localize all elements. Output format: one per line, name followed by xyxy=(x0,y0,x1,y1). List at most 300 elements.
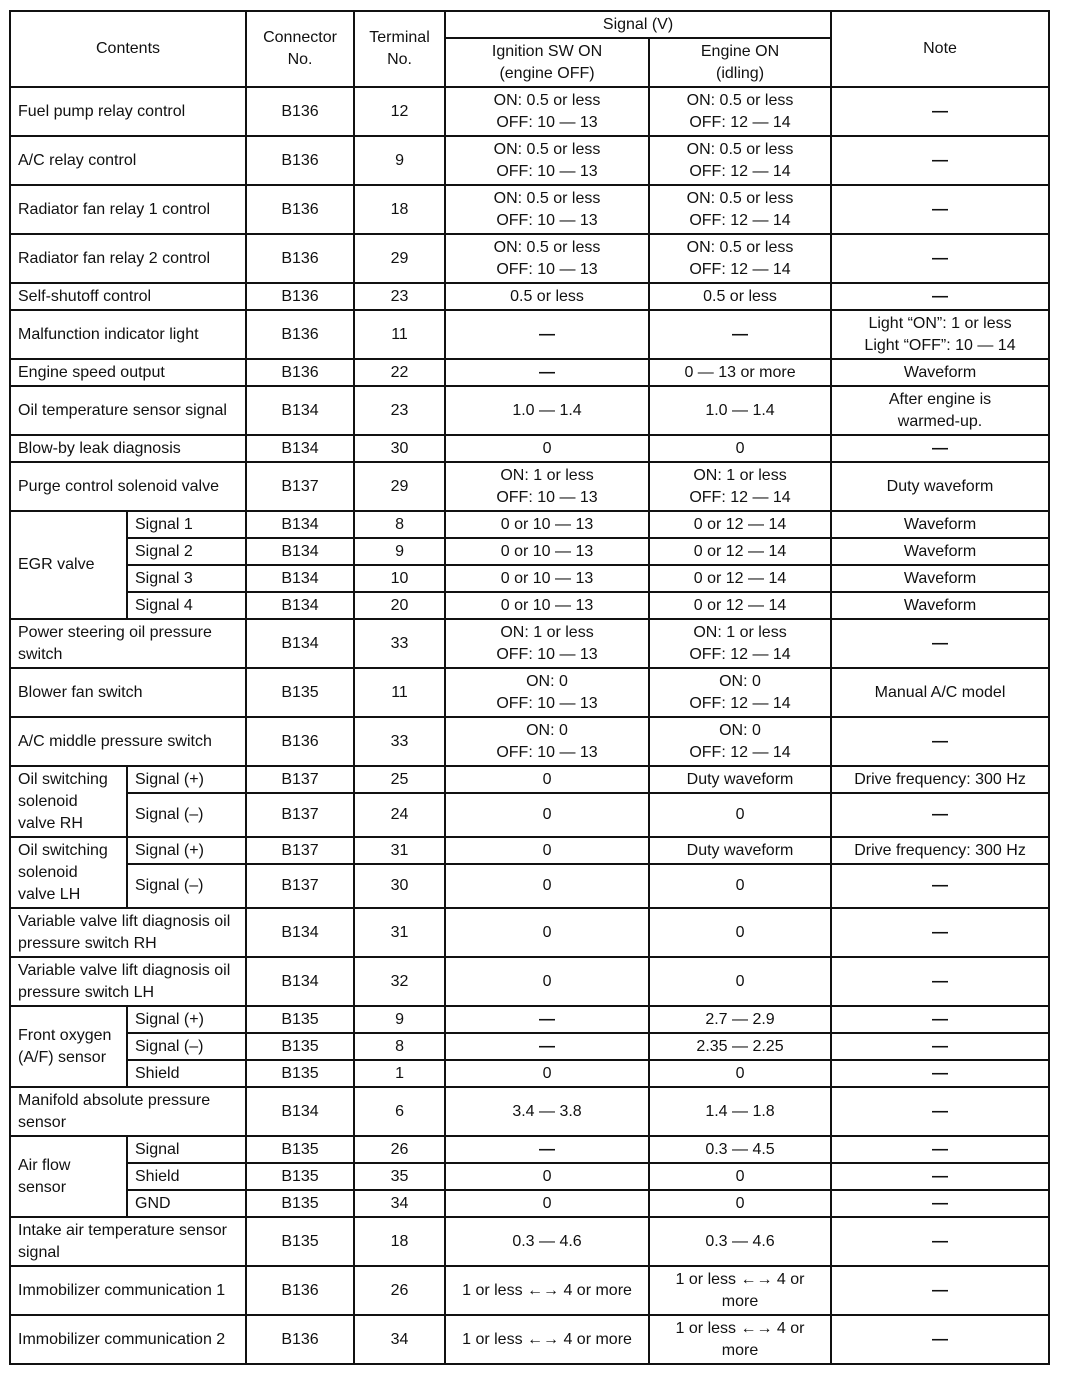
note-line: — xyxy=(932,200,949,218)
header-ignition-line: Ignition SW ON xyxy=(491,42,603,60)
sub-contents-cell: Signal (–) xyxy=(127,793,246,837)
engine-signal-line: 0 xyxy=(735,1064,745,1082)
connector-cell: B136 xyxy=(246,185,354,234)
ignition-signal-cell xyxy=(445,1006,649,1033)
engine-signal-line: OFF: 12 — 14 xyxy=(689,260,791,278)
terminal-cell: 18 xyxy=(354,185,445,234)
table-row xyxy=(10,87,1049,136)
ignition-signal-line: 0 xyxy=(542,972,552,990)
ignition-signal-line: — xyxy=(539,363,556,381)
note-cell xyxy=(831,462,1049,511)
ignition-signal-line: 0 xyxy=(542,439,552,457)
note-line: Duty waveform xyxy=(886,477,994,495)
engine-signal-cell xyxy=(649,462,831,511)
table-row xyxy=(10,462,1049,511)
ignition-signal-line: 1.0 — 1.4 xyxy=(512,401,582,419)
ignition-signal-line: ON: 0.5 or less xyxy=(493,91,601,109)
sub-contents-cell: Signal xyxy=(127,1136,246,1163)
ignition-signal-line: 0 xyxy=(542,1194,552,1212)
header-engine-line: (idling) xyxy=(716,64,765,82)
ignition-signal-line: 0 xyxy=(542,770,552,788)
note-cell xyxy=(831,908,1049,957)
table-row xyxy=(10,1190,1049,1217)
terminal-cell: 12 xyxy=(354,87,445,136)
terminal-cell: 34 xyxy=(354,1315,445,1364)
engine-signal-cell xyxy=(649,1163,831,1190)
engine-signal-cell xyxy=(649,1266,831,1315)
contents-cell: A/C relay control xyxy=(10,136,246,185)
terminal-cell: 8 xyxy=(354,1033,445,1060)
sub-contents-cell: Signal (+) xyxy=(127,837,246,864)
note-line: Drive frequency: 300 Hz xyxy=(854,770,1026,788)
ignition-signal-cell xyxy=(445,538,649,565)
ignition-signal-line: OFF: 10 — 13 xyxy=(496,162,598,180)
header-connector-line: No. xyxy=(287,51,313,68)
terminal-cell: 23 xyxy=(354,283,445,310)
contents-cell: Variable valve lift diagnosis oil pressure switch RH xyxy=(10,908,246,957)
engine-signal-line: 0 or 12 — 14 xyxy=(693,569,787,587)
table-row xyxy=(10,908,1049,957)
ignition-signal-cell xyxy=(445,1033,649,1060)
engine-signal-line: 0 xyxy=(735,877,745,894)
note-cell xyxy=(831,619,1049,668)
ignition-signal-cell xyxy=(445,766,649,793)
table-row xyxy=(10,435,1049,462)
engine-signal-line: OFF: 12 — 14 xyxy=(689,694,791,712)
connector-cell: B136 xyxy=(246,283,354,310)
terminal-cell: 9 xyxy=(354,538,445,565)
ignition-signal-cell xyxy=(445,283,649,310)
engine-signal-line: Duty waveform xyxy=(686,841,794,859)
ignition-signal-cell xyxy=(445,1163,649,1190)
note-line: Waveform xyxy=(903,363,977,381)
connector-cell: B136 xyxy=(246,234,354,283)
contents-cell: Manifold absolute pressure sensor xyxy=(10,1087,246,1136)
ignition-signal-line: 0 xyxy=(542,1064,552,1082)
ignition-signal-cell xyxy=(445,185,649,234)
engine-signal-line: 0.3 — 4.6 xyxy=(705,1232,775,1250)
ignition-signal-cell xyxy=(445,1217,649,1266)
note-line: Drive frequency: 300 Hz xyxy=(854,841,1026,859)
terminal-cell: 29 xyxy=(354,234,445,283)
terminal-cell: 8 xyxy=(354,511,445,538)
note-cell xyxy=(831,1033,1049,1060)
terminal-cell: 25 xyxy=(354,766,445,793)
ignition-signal-cell xyxy=(445,1136,649,1163)
note-cell xyxy=(831,565,1049,592)
table-row xyxy=(10,619,1049,668)
terminal-cell: 6 xyxy=(354,1087,445,1136)
sub-contents-cell: Shield xyxy=(127,1163,246,1190)
table-row xyxy=(10,1087,1049,1136)
table-row xyxy=(10,717,1049,766)
engine-signal-line: more xyxy=(721,1341,759,1359)
terminal-cell: 35 xyxy=(354,1163,445,1190)
engine-signal-line: 0 xyxy=(735,1167,745,1185)
table-row xyxy=(10,864,1049,908)
signal-table-sheet xyxy=(9,10,1050,1365)
note-cell xyxy=(831,668,1049,717)
connector-cell: B135 xyxy=(246,1033,354,1060)
engine-signal-cell xyxy=(649,619,831,668)
engine-signal-cell xyxy=(649,1087,831,1136)
header-connector-line: Connector xyxy=(263,29,337,46)
terminal-cell: 26 xyxy=(354,1136,445,1163)
ignition-signal-line: OFF: 10 — 13 xyxy=(496,260,598,278)
note-cell xyxy=(831,864,1049,908)
ignition-signal-line: OFF: 10 — 13 xyxy=(496,488,598,506)
terminal-cell: 11 xyxy=(354,310,445,359)
note-cell xyxy=(831,136,1049,185)
connector-cell: B137 xyxy=(246,837,354,864)
contents-cell: Purge control solenoid valve xyxy=(10,462,246,511)
note-line: — xyxy=(932,287,949,305)
note-line: — xyxy=(932,877,949,894)
engine-signal-line: 0 or 12 — 14 xyxy=(693,542,787,560)
note-line: — xyxy=(932,1064,949,1082)
ignition-signal-line: 0 xyxy=(542,923,552,941)
header-engine-on xyxy=(649,38,831,87)
engine-signal-line: 1.0 — 1.4 xyxy=(705,401,775,419)
contents-cell: A/C middle pressure switch xyxy=(10,717,246,766)
note-line: — xyxy=(932,923,949,941)
engine-signal-line: ON: 0 xyxy=(719,672,761,690)
group-contents-cell: Front oxygen (A/F) sensor xyxy=(10,1006,127,1087)
ignition-signal-cell xyxy=(445,435,649,462)
engine-signal-cell xyxy=(649,87,831,136)
note-line: — xyxy=(932,1167,949,1185)
engine-signal-line: ON: 0.5 or less xyxy=(686,91,794,109)
table-row xyxy=(10,511,1049,538)
engine-signal-cell xyxy=(649,1136,831,1163)
engine-signal-line: 0.3 — 4.5 xyxy=(705,1140,775,1158)
ignition-signal-cell xyxy=(445,565,649,592)
connector-cell: B134 xyxy=(246,619,354,668)
note-line: — xyxy=(932,1194,949,1212)
note-cell xyxy=(831,1060,1049,1087)
group-contents-cell: Air flow sensor xyxy=(10,1136,127,1217)
ignition-signal-line: OFF: 10 — 13 xyxy=(496,645,598,663)
ignition-signal-cell xyxy=(445,386,649,435)
table-row xyxy=(10,1266,1049,1315)
engine-signal-cell xyxy=(649,1006,831,1033)
terminal-cell: 33 xyxy=(354,619,445,668)
connector-cell: B135 xyxy=(246,1190,354,1217)
engine-signal-cell xyxy=(649,234,831,283)
contents-cell: Immobilizer communication 2 xyxy=(10,1315,246,1364)
contents-cell: Self-shutoff control xyxy=(10,283,246,310)
note-cell xyxy=(831,1006,1049,1033)
contents-cell: Immobilizer communication 1 xyxy=(10,1266,246,1315)
note-cell xyxy=(831,359,1049,386)
sub-contents-cell: Signal (–) xyxy=(127,1033,246,1060)
note-cell xyxy=(831,511,1049,538)
note-cell xyxy=(831,283,1049,310)
ignition-signal-cell xyxy=(445,136,649,185)
table-row xyxy=(10,1006,1049,1033)
ignition-signal-cell xyxy=(445,957,649,1006)
connector-cell: B136 xyxy=(246,136,354,185)
sub-contents-cell: Signal 2 xyxy=(127,538,246,565)
table-row xyxy=(10,1217,1049,1266)
note-cell xyxy=(831,310,1049,359)
table-row xyxy=(10,766,1049,793)
ignition-signal-line: 0 xyxy=(542,806,552,823)
sub-contents-cell: Signal 3 xyxy=(127,565,246,592)
engine-signal-line: 1 or less ←→ 4 or xyxy=(675,1270,805,1288)
ignition-signal-cell xyxy=(445,511,649,538)
contents-cell: Power steering oil pressure switch xyxy=(10,619,246,668)
note-line: — xyxy=(932,151,949,169)
note-cell xyxy=(831,1217,1049,1266)
terminal-cell: 32 xyxy=(354,957,445,1006)
note-cell xyxy=(831,1163,1049,1190)
ignition-signal-cell xyxy=(445,87,649,136)
note-cell xyxy=(831,592,1049,619)
engine-signal-line: ON: 0.5 or less xyxy=(686,189,794,207)
table-row xyxy=(10,386,1049,435)
note-line: Waveform xyxy=(903,542,977,560)
note-line: Light “OFF”: 10 — 14 xyxy=(864,336,1016,354)
connector-cell: B134 xyxy=(246,435,354,462)
engine-signal-line: 0.5 or less xyxy=(703,287,777,305)
engine-signal-cell xyxy=(649,185,831,234)
note-line: — xyxy=(932,806,949,823)
engine-signal-cell xyxy=(649,717,831,766)
table-row xyxy=(10,359,1049,386)
note-line: — xyxy=(932,1232,949,1250)
note-cell xyxy=(831,87,1049,136)
engine-signal-cell xyxy=(649,1217,831,1266)
engine-signal-line: ON: 0.5 or less xyxy=(686,140,794,158)
ignition-signal-cell xyxy=(445,462,649,511)
note-line: — xyxy=(932,1037,949,1055)
engine-signal-cell xyxy=(649,793,831,837)
connector-cell: B135 xyxy=(246,1136,354,1163)
table-row xyxy=(10,1136,1049,1163)
ignition-signal-line: 0 xyxy=(542,1167,552,1185)
ignition-signal-line: — xyxy=(539,1010,556,1028)
ignition-signal-line: ON: 1 or less xyxy=(500,466,594,484)
ignition-signal-line: ON: 1 or less xyxy=(500,623,594,641)
terminal-cell: 10 xyxy=(354,565,445,592)
engine-signal-cell xyxy=(649,565,831,592)
connector-cell: B136 xyxy=(246,1315,354,1364)
terminal-cell: 30 xyxy=(354,864,445,908)
engine-signal-cell xyxy=(649,359,831,386)
engine-signal-cell xyxy=(649,283,831,310)
terminal-cell: 30 xyxy=(354,435,445,462)
sub-contents-cell: Signal (–) xyxy=(127,864,246,908)
table-row xyxy=(10,592,1049,619)
table-row xyxy=(10,1163,1049,1190)
ignition-signal-cell xyxy=(445,864,649,908)
engine-signal-line: more xyxy=(721,1292,759,1310)
table-row xyxy=(10,136,1049,185)
engine-signal-cell xyxy=(649,538,831,565)
engine-signal-line: OFF: 12 — 14 xyxy=(689,645,791,663)
sub-contents-cell: Signal (+) xyxy=(127,1006,246,1033)
engine-signal-cell xyxy=(649,1315,831,1364)
ignition-signal-line: — xyxy=(539,325,556,343)
ignition-signal-line: 0 or 10 — 13 xyxy=(500,542,594,560)
group-contents-cell: EGR valve xyxy=(10,511,127,619)
table-body xyxy=(10,87,1049,1364)
engine-signal-cell xyxy=(649,136,831,185)
note-cell xyxy=(831,1136,1049,1163)
engine-signal-line: OFF: 12 — 14 xyxy=(689,488,791,506)
connector-cell: B134 xyxy=(246,592,354,619)
ignition-signal-line: ON: 0 xyxy=(526,672,568,690)
contents-cell: Malfunction indicator light xyxy=(10,310,246,359)
note-cell xyxy=(831,234,1049,283)
sub-contents-cell: Shield xyxy=(127,1060,246,1087)
note-cell xyxy=(831,1087,1049,1136)
connector-cell: B135 xyxy=(246,1163,354,1190)
connector-cell: B134 xyxy=(246,908,354,957)
terminal-cell: 9 xyxy=(354,1006,445,1033)
connector-cell: B137 xyxy=(246,793,354,837)
terminal-cell: 24 xyxy=(354,793,445,837)
contents-cell: Radiator fan relay 1 control xyxy=(10,185,246,234)
ignition-signal-line: 3.4 — 3.8 xyxy=(512,1102,582,1120)
group-contents-cell: Oil switching solenoid valve RH xyxy=(10,766,127,837)
terminal-cell: 20 xyxy=(354,592,445,619)
terminal-cell: 18 xyxy=(354,1217,445,1266)
contents-cell: Blower fan switch xyxy=(10,668,246,717)
engine-signal-line: OFF: 12 — 14 xyxy=(689,211,791,229)
contents-cell: Variable valve lift diagnosis oil pressure switch LH xyxy=(10,957,246,1006)
engine-signal-cell xyxy=(649,511,831,538)
terminal-cell: 1 xyxy=(354,1060,445,1087)
ignition-signal-line: — xyxy=(539,1037,556,1055)
sub-contents-cell: Signal 1 xyxy=(127,511,246,538)
ignition-signal-cell xyxy=(445,359,649,386)
ignition-signal-line: OFF: 10 — 13 xyxy=(496,694,598,712)
engine-signal-cell xyxy=(649,864,831,908)
engine-signal-line: — xyxy=(732,325,749,343)
ecm-terminal-signal-table xyxy=(9,10,1050,1365)
engine-signal-line: Duty waveform xyxy=(686,770,794,788)
engine-signal-line: OFF: 12 — 14 xyxy=(689,743,791,761)
note-line: Light “ON”: 1 or less xyxy=(868,314,1012,332)
note-line: — xyxy=(932,439,949,457)
ignition-signal-line: 0 or 10 — 13 xyxy=(500,515,594,533)
engine-signal-cell xyxy=(649,837,831,864)
ignition-signal-line: 0.5 or less xyxy=(510,287,584,305)
connector-cell: B135 xyxy=(246,1217,354,1266)
connector-cell: B137 xyxy=(246,864,354,908)
note-cell xyxy=(831,1266,1049,1315)
note-cell xyxy=(831,386,1049,435)
note-cell xyxy=(831,185,1049,234)
table-row xyxy=(10,234,1049,283)
header-signal-v: Signal (V) xyxy=(445,11,831,38)
ignition-signal-cell xyxy=(445,592,649,619)
contents-cell: Engine speed output xyxy=(10,359,246,386)
contents-cell: Blow-by leak diagnosis xyxy=(10,435,246,462)
ignition-signal-cell xyxy=(445,837,649,864)
terminal-cell: 22 xyxy=(354,359,445,386)
engine-signal-line: 0 xyxy=(735,1194,745,1212)
note-line: warmed-up. xyxy=(897,412,983,430)
table-row xyxy=(10,837,1049,864)
note-line: — xyxy=(932,102,949,120)
ignition-signal-line: 0 or 10 — 13 xyxy=(500,596,594,614)
terminal-cell: 33 xyxy=(354,717,445,766)
connector-cell: B134 xyxy=(246,538,354,565)
note-cell xyxy=(831,793,1049,837)
engine-signal-line: 0 xyxy=(735,439,745,457)
header-engine-line: Engine ON xyxy=(700,42,780,60)
terminal-cell: 26 xyxy=(354,1266,445,1315)
ignition-signal-line: 0 xyxy=(542,841,552,859)
connector-cell: B137 xyxy=(246,766,354,793)
ignition-signal-line: 0 xyxy=(542,877,552,894)
ignition-signal-cell xyxy=(445,793,649,837)
terminal-cell: 34 xyxy=(354,1190,445,1217)
table-row xyxy=(10,668,1049,717)
note-cell xyxy=(831,1190,1049,1217)
sub-contents-cell: Signal (+) xyxy=(127,766,246,793)
connector-cell: B136 xyxy=(246,717,354,766)
table-row xyxy=(10,957,1049,1006)
header-terminal-line: Terminal xyxy=(369,29,430,46)
connector-cell: B134 xyxy=(246,386,354,435)
engine-signal-line: 0 xyxy=(735,923,745,941)
engine-signal-line: 0 xyxy=(735,972,745,990)
note-line: — xyxy=(932,1102,949,1120)
note-cell xyxy=(831,538,1049,565)
note-line: — xyxy=(932,732,949,750)
contents-cell: Radiator fan relay 2 control xyxy=(10,234,246,283)
ignition-signal-line: OFF: 10 — 13 xyxy=(496,211,598,229)
header-contents: Contents xyxy=(10,11,246,87)
engine-signal-line: 2.35 — 2.25 xyxy=(696,1037,784,1055)
engine-signal-line: ON: 1 or less xyxy=(693,466,787,484)
header-terminal-no xyxy=(354,11,445,87)
ignition-signal-line: ON: 0.5 or less xyxy=(493,189,601,207)
engine-signal-cell xyxy=(649,435,831,462)
note-line: — xyxy=(932,1281,949,1299)
ignition-signal-cell xyxy=(445,668,649,717)
ignition-signal-cell xyxy=(445,1266,649,1315)
connector-cell: B135 xyxy=(246,1060,354,1087)
connector-cell: B136 xyxy=(246,1266,354,1315)
connector-cell: B137 xyxy=(246,462,354,511)
note-cell xyxy=(831,1315,1049,1364)
engine-signal-line: 0 or 12 — 14 xyxy=(693,596,787,614)
note-line: — xyxy=(932,1010,949,1028)
connector-cell: B136 xyxy=(246,359,354,386)
table-row xyxy=(10,1315,1049,1364)
engine-signal-cell xyxy=(649,310,831,359)
note-line: Manual A/C model xyxy=(874,683,1006,701)
terminal-cell: 31 xyxy=(354,837,445,864)
engine-signal-cell xyxy=(649,1033,831,1060)
engine-signal-cell xyxy=(649,908,831,957)
engine-signal-cell xyxy=(649,592,831,619)
note-line: Waveform xyxy=(903,515,977,533)
connector-cell: B136 xyxy=(246,87,354,136)
ignition-signal-cell xyxy=(445,908,649,957)
table-row xyxy=(10,185,1049,234)
ignition-signal-line: ON: 0.5 or less xyxy=(493,238,601,256)
engine-signal-line: 1.4 — 1.8 xyxy=(705,1102,775,1120)
connector-cell: B135 xyxy=(246,1006,354,1033)
contents-cell: Oil temperature sensor signal xyxy=(10,386,246,435)
engine-signal-cell xyxy=(649,386,831,435)
